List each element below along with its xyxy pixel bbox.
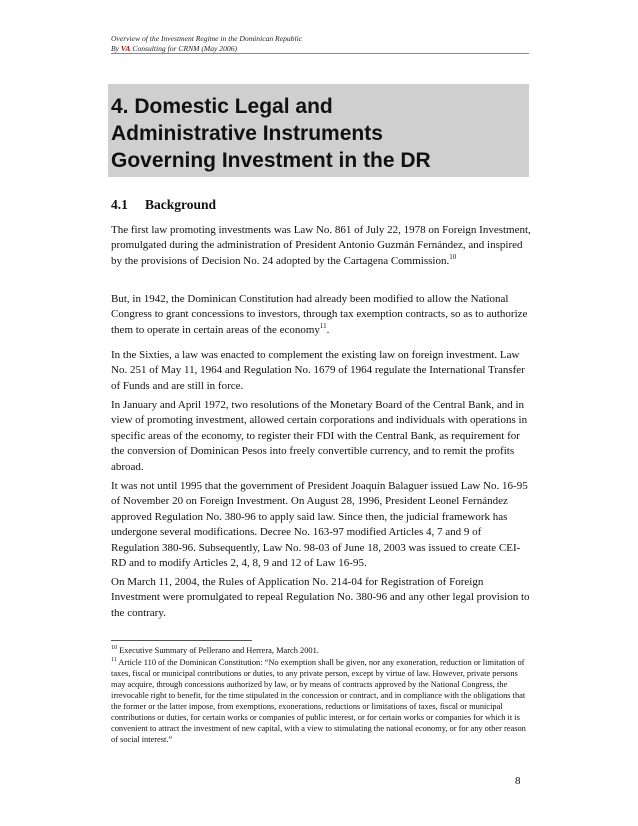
header-line-1: Overview of the Investment Regime in the Dominican Republic (111, 34, 303, 43)
header-by: By (111, 44, 121, 53)
footnote-ref-10[interactable]: 10 (449, 252, 457, 261)
footnote-11 (111, 657, 531, 745)
va-brand: VA (120, 44, 131, 53)
running-header (111, 34, 529, 54)
footnote-separator (111, 640, 252, 641)
section-title: Background (145, 197, 217, 212)
paragraph-1-text: The first law promoting investments was Law No. 861 of July 22, 1978 on Foreign Investment, promulgated during the administration of President Antonio Guzmán Fernández, and inspired by the provisions of Decision No. 24 adopted by the Cartagena Commission. (111, 224, 531, 267)
paragraph-4: In January and April 1972, two resolutions of the Monetary Board of the Central Bank, and in view of promoting investment, allowed certain corporations and individuals with operations in specific areas of the economy, to register their FDI with the Central Bank, as requirement for the conversion of Dominican Pesos into freely convertible currency, and to remit the profits abroad. (111, 399, 528, 473)
paragraph-2-text: But, in 1942, the Dominican Constitution had already been modified to allow the National Congress to grant concessions to investors, through tax exemption contracts, so as to authorize them to operate in certain areas of the economy (111, 293, 528, 336)
chapter-title (111, 93, 529, 174)
footnote-11-mark: 11 (111, 657, 117, 663)
paragraph-5: It was not until 1995 that the government of President Joaquín Balaguer issued Law No. 16-95 of November 20 on Foreign Investment. On August 28, 1996, President Leonel Fernández approved Regulation No. 380-96 to apply said law. Since then, the judicial framework has undergone several modifications. Decree No. 163-97 modified Articles 4, 7 and 9 of Regulation 380-96. Subsequently, Law No. 98-03 of June 18, 2003 was issued to create CEI-RD and to modify Articles 2, 4, 8, 9 and 12 of Law 16-95. (111, 480, 528, 570)
section-heading (111, 197, 216, 213)
chapter-title-line-3: Governing Investment in the DR (111, 149, 431, 172)
chapter-title-line-2: Administrative Instruments (111, 122, 383, 145)
footnote-10-mark: 10 (111, 645, 117, 651)
paragraph-6: On March 11, 2004, the Rules of Application No. 214-04 for Registration of Foreign Investment were promulgated to repeal Regulation No. 380-96 and any other legal provision to the contrary. (111, 576, 530, 619)
paragraph-2 (111, 292, 531, 338)
paragraph-1 (111, 223, 531, 269)
footnote-ref-11[interactable]: 11 (319, 321, 327, 330)
chapter-title-line-1: 4. Domestic Legal and (111, 95, 333, 118)
paragraph-3: In the Sixties, a law was enacted to complement the existing law on foreign investment. Law No. 251 of May 11, 1964 and Regulation No. 1679 of 1964 regulate the International Transfer of Funds and are still in force. (111, 349, 525, 392)
page-number: 8 (515, 775, 521, 787)
footnote-10 (111, 645, 531, 656)
paragraph-2-end: . (326, 323, 330, 336)
footnote-11-text: Article 110 of the Dominican Constitution: “No exemption shall be given, nor any exoneration, reduction or limitation of taxes, fiscal or municipal contributions or duties, to any private person, except by virtue of law. However, private persons may acquire, through concessions authorized by law, or by means of contracts approved by the National Congress, the irrevocable right to benefit, for the time stipulated in the concession or contract, and in compliance with the obligations that the former or the latter impose, from exemptions, exonerations, reductions or limitations of taxes, fiscal or municipal contributions or duties, for certain works or companies of public interest, or for certain works or companies for which it is convenient to attract the investment of new capital, with a view to stimulating the national economy, or for any other reason of social interest.” (111, 658, 526, 744)
section-number: 4.1 (111, 197, 128, 212)
footnote-10-text: Executive Summary of Pellerano and Herrera, March 2001. (117, 646, 319, 655)
header-divider (111, 53, 529, 54)
header-consulting: Consulting for CRNM (May 2006) (130, 44, 238, 53)
